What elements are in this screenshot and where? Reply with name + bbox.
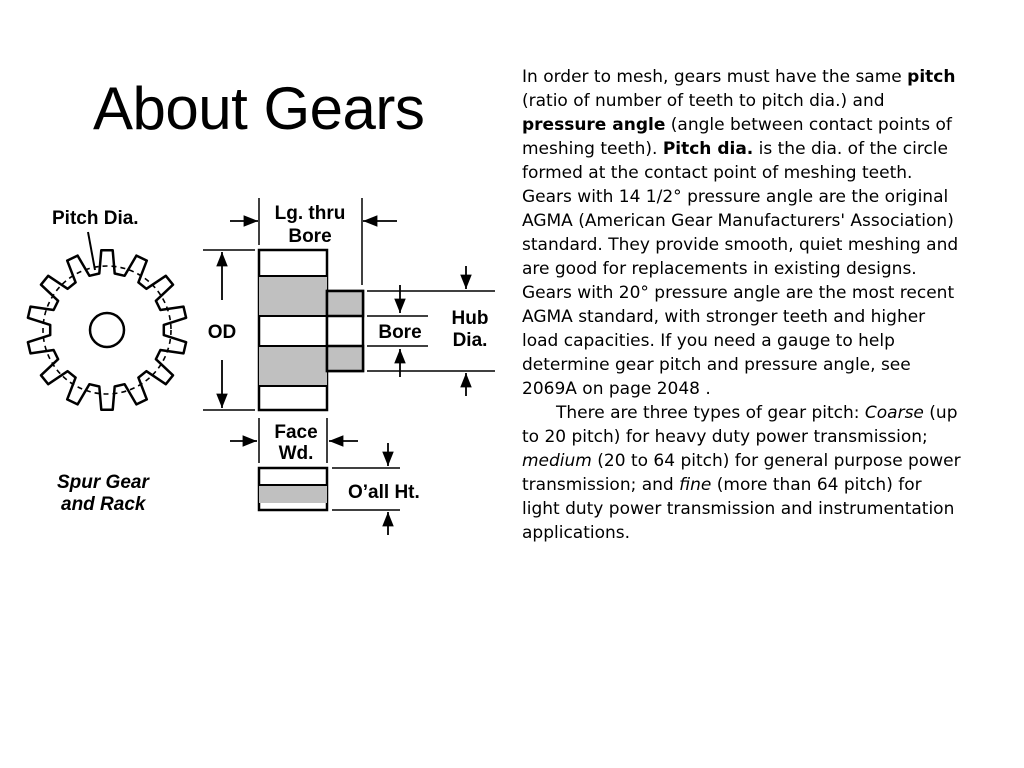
label-spur-gear: Spur Gear bbox=[57, 472, 149, 493]
label-hub-dia: Dia. bbox=[452, 330, 488, 351]
label-lg-thru: Lg. thru bbox=[274, 203, 346, 224]
label-od: OD bbox=[207, 322, 237, 343]
label-hub: Hub bbox=[451, 308, 489, 329]
pitch-dia-leader bbox=[88, 232, 95, 270]
label-oall-ht: O’all Ht. bbox=[348, 482, 420, 503]
label-and-rack: and Rack bbox=[61, 494, 146, 515]
label-face: Face bbox=[274, 422, 318, 443]
slide-title: About Gears bbox=[93, 75, 425, 142]
rack-side-view bbox=[259, 468, 327, 510]
body-text bbox=[522, 65, 962, 545]
gear-icon bbox=[28, 250, 186, 410]
label-lg-thru-bore: Bore bbox=[288, 226, 332, 247]
label-pitch-dia: Pitch Dia. bbox=[52, 208, 139, 229]
gear-side-view bbox=[259, 250, 363, 410]
paragraph-meshing: In order to mesh, gears must have the same pitch (ratio of number of teeth to pitch dia.) and pressure angle (angle between contact points of meshing teeth). Pitch dia. is the dia. of the circle formed at the contact point of meshing teeth. Gears with 14 1/2° pressure angle are the original AGMA (American Gear Manufacturers' Association) standard. They provide smooth, quiet meshing and are good for replacements in existing designs. Gears with 20° pressure angle are the most recent AGMA standard, with stronger teeth and higher load capacities. If you need a gauge to help determine gear pitch and pressure angle, see 2069A on page 2048 . bbox=[522, 67, 959, 399]
label-bore: Bore bbox=[378, 322, 422, 343]
paragraph-pitch-types: There are three types of gear pitch: Coarse (up to 20 pitch) for heavy duty power transmission; medium (20 to 64 pitch) for general purpose power transmission; and fine (more than 64 pitch) for light duty power transmission and instrumentation applications. bbox=[522, 403, 961, 543]
label-face-wd: Wd. bbox=[278, 443, 314, 464]
spur-gear-diagram bbox=[20, 190, 500, 550]
